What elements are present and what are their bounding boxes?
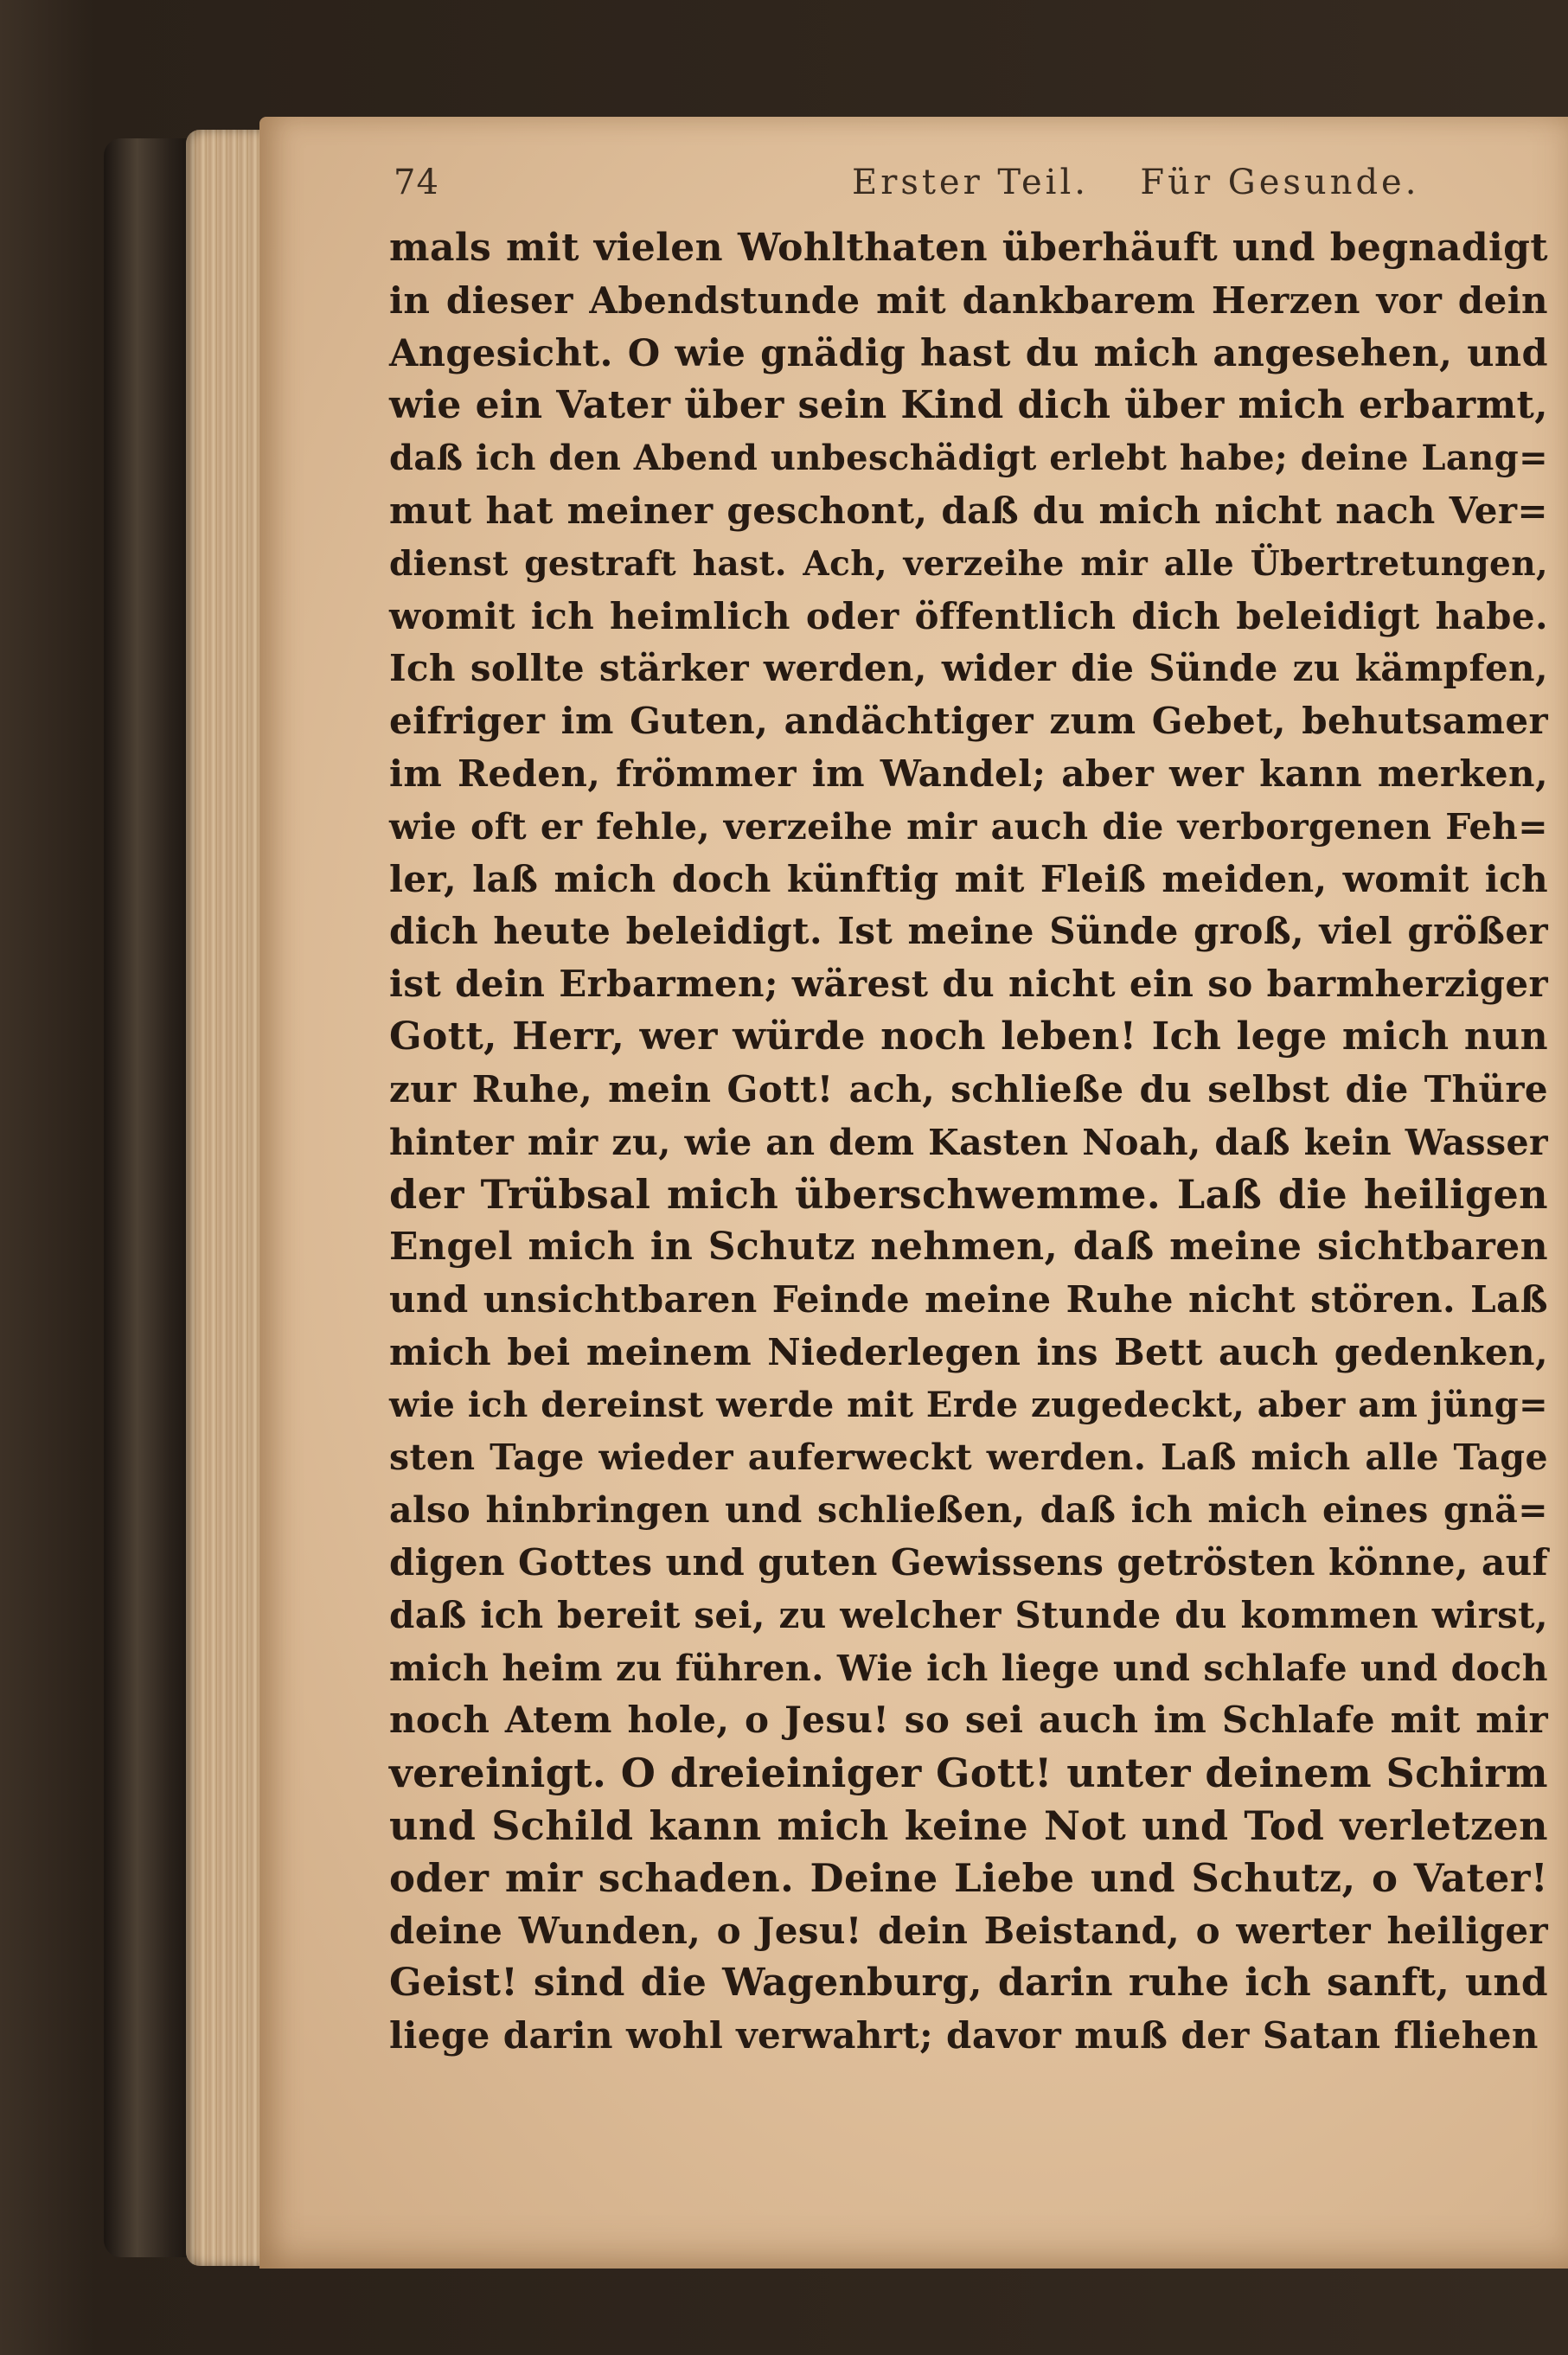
- text-line: mut hat meiner geschont, daß du mich nicht nach Ver=: [389, 489, 1548, 532]
- text-line: wie ein Vater über sein Kind dich über mich erbarmt,: [389, 383, 1548, 428]
- running-head-subsection: Für Gesunde.: [1140, 163, 1420, 202]
- text-line: zur Ruhe, mein Gott! ach, schließe du selbst die Thüre: [389, 1067, 1548, 1110]
- text-line: Geist! sind die Wagenburg, darin ruhe ich sanft, und: [389, 1961, 1548, 2006]
- running-head: [852, 163, 1419, 202]
- text-line: sten Tage wieder auferweckt werden. Laß mich alle Tage: [389, 1437, 1548, 1479]
- text-line: in dieser Abendstunde mit dankbarem Herzen vor dein: [389, 278, 1548, 322]
- text-line: dienst gestraft hast. Ach, verzeihe mir alle Übertretungen,: [389, 543, 1548, 584]
- page-header: [394, 156, 1449, 216]
- text-line: wie oft er fehle, verzeihe mir auch die verborgenen Feh=: [389, 805, 1548, 848]
- text-line: deine Wunden, o Jesu! dein Beistand, o werter heiliger: [389, 1909, 1548, 1952]
- text-line: eifriger im Guten, andächtiger zum Gebet, behutsamer: [389, 700, 1548, 743]
- body-text: [389, 222, 1548, 2063]
- text-line: Gott, Herr, wer würde noch leben! Ich lege mich nun: [389, 1014, 1548, 1059]
- text-line: im Reden, frömmer im Wandel; aber wer kann merken,: [389, 752, 1548, 795]
- book-page: [259, 117, 1568, 2269]
- text-line: Engel mich in Schutz nehmen, daß meine sichtbaren: [389, 1225, 1548, 1270]
- running-head-section: Erster Teil.: [852, 163, 1089, 202]
- text-line: und unsichtbaren Feinde meine Ruhe nicht stören. Laß: [389, 1277, 1548, 1321]
- text-line: digen Gottes und guten Gewissens getrösten könne, auf: [389, 1540, 1548, 1584]
- text-line: mich bei meinem Niederlegen ins Bett auch gedenken,: [389, 1330, 1548, 1373]
- text-line: oder mir schaden. Deine Liebe und Schutz, o Vater!: [389, 1854, 1548, 1901]
- text-line: der Trübsal mich überschwemme. Laß die heiligen: [389, 1171, 1548, 1219]
- text-line: daß ich bereit sei, zu welcher Stunde du kommen wirst,: [389, 1593, 1548, 1636]
- text-line: hinter mir zu, wie an dem Kasten Noah, daß kein Wasser: [389, 1121, 1548, 1163]
- text-line: mals mit vielen Wohlthaten überhäuft und begnadigt: [389, 226, 1548, 270]
- text-line: also hinbringen und schließen, daß ich mich eines gnä=: [389, 1489, 1548, 1532]
- text-line: ler, laß mich doch künftig mit Fleiß meiden, womit ich: [389, 857, 1548, 900]
- text-line: ist dein Erbarmen; wärest du nicht ein so barmherziger: [389, 963, 1548, 1006]
- text-line: daß ich den Abend unbeschädigt erlebt habe; deine Lang=: [389, 438, 1548, 479]
- text-line: vereinigt. O dreieiniger Gott! unter deinem Schirm: [389, 1750, 1548, 1797]
- text-line: Angesicht. O wie gnädig hast du mich angesehen, und: [389, 331, 1548, 375]
- text-line: dich heute beleidigt. Ist meine Sünde groß, viel größer: [389, 910, 1548, 953]
- text-line: noch Atem hole, o Jesu! so sei auch im Schlafe mit mir: [389, 1699, 1548, 1742]
- book-cover-edge: [104, 138, 199, 2257]
- text-line: und Schild kann mich keine Not und Tod verletzen: [389, 1801, 1548, 1849]
- text-line: mich heim zu führen. Wie ich liege und schlafe und doch: [389, 1647, 1548, 1689]
- page-number: 74: [394, 163, 439, 202]
- text-line: womit ich heimlich oder öffentlich dich beleidigt habe.: [389, 594, 1548, 637]
- text-line: liege darin wohl verwahrt; davor muß der Satan fliehen: [389, 2014, 1539, 2057]
- text-line: wie ich dereinst werde mit Erde zugedeckt, aber am jüng=: [389, 1384, 1548, 1425]
- text-line: Ich sollte stärker werden, wider die Sünde zu kämpfen,: [389, 647, 1548, 690]
